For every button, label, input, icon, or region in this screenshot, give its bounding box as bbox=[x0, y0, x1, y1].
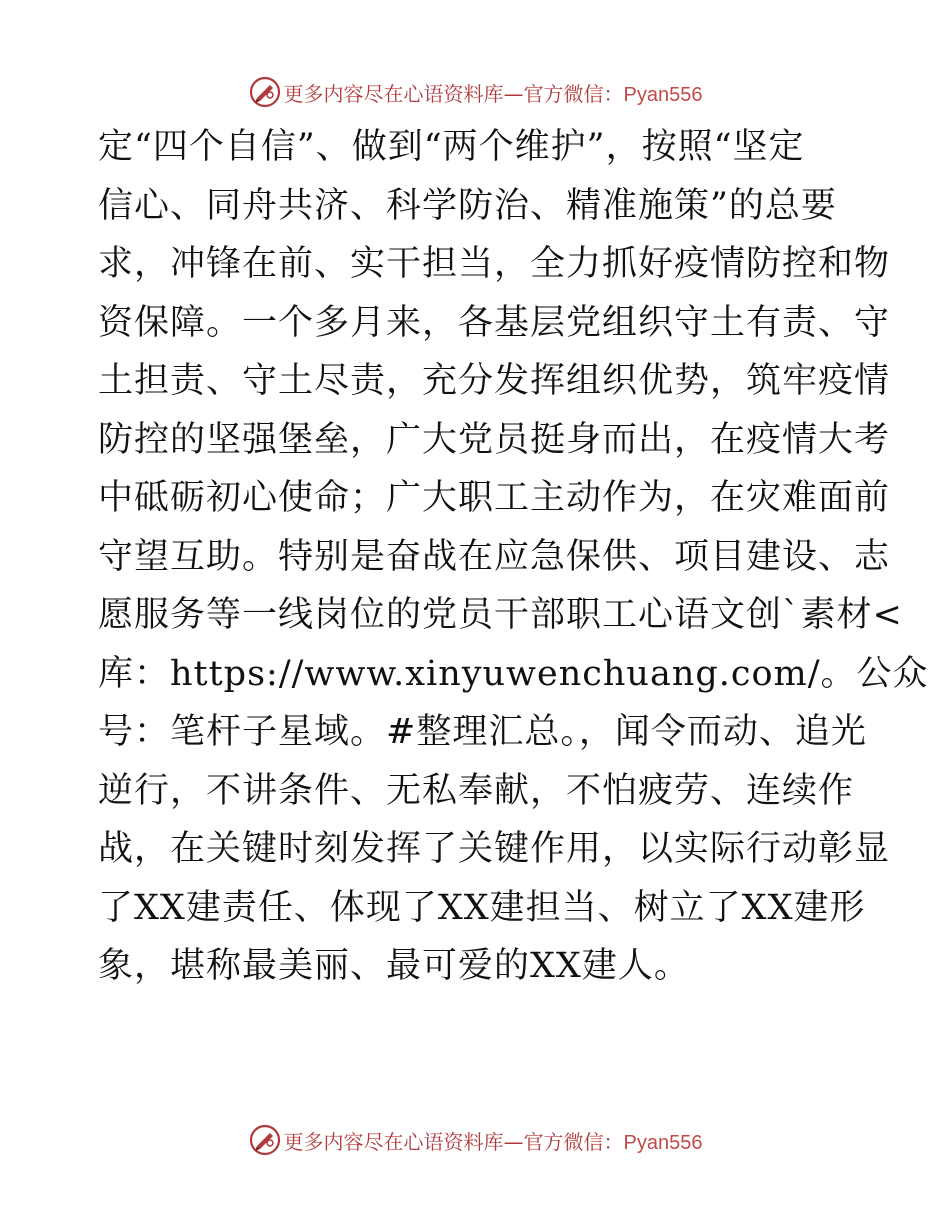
body-line: 象，堪称最美丽、最可爱的XX建人。 bbox=[98, 946, 690, 986]
pen-logo-icon bbox=[248, 75, 282, 109]
header-dash: — bbox=[503, 81, 524, 106]
document-body bbox=[98, 118, 929, 996]
header-banner-text bbox=[284, 78, 703, 107]
body-line: 逆行，不讲条件、无私奉献，不怕疲劳、连续作 bbox=[98, 770, 855, 811]
header-brand: 更多内容尽在心语资料库 bbox=[283, 81, 504, 106]
header-banner bbox=[0, 72, 950, 112]
body-line: 防控的坚强堡垒，广大党员挺身而出，在疫情大考 bbox=[98, 419, 891, 460]
body-line: 信心、同舟共济、科学防治、精准施策”的总要 bbox=[98, 185, 837, 226]
header-contact-id: Pyan556 bbox=[623, 83, 703, 106]
footer-banner-text bbox=[284, 1126, 703, 1155]
footer-contact-prefix: 官方微信： bbox=[523, 1129, 624, 1154]
body-line: 土担责、守土尽责，充分发挥组织优势，筑牢疫情 bbox=[98, 361, 891, 401]
body-line: 愿服务等一线岗位的党员干部职工心语文创`素材< bbox=[98, 595, 903, 635]
body-line: 定“四个自信”、做到“两个维护”，按照“坚定 bbox=[98, 127, 805, 167]
footer-brand: 更多内容尽在心语资料库 bbox=[283, 1129, 504, 1154]
body-line: 库：https://www.xinyuwenchuang.com/。公众 bbox=[98, 653, 929, 694]
body-line: 战，在关键时刻发挥了关键作用，以实际行动彰显 bbox=[98, 829, 891, 869]
pen-logo-icon bbox=[248, 1123, 282, 1157]
body-line: 求，冲锋在前、实干担当，全力抓好疫情防控和物 bbox=[98, 244, 891, 284]
body-line: 了XX建责任、体现了XX建担当、树立了XX建形 bbox=[98, 887, 866, 928]
header-contact-prefix: 官方微信： bbox=[523, 81, 624, 106]
body-line: 号：笔杆子星域。#整理汇总。，闻令而动、追光 bbox=[98, 712, 867, 752]
body-line: 资保障。一个多月来，各基层党组织守土有责、守 bbox=[98, 302, 891, 343]
footer-banner bbox=[0, 1120, 950, 1160]
footer-contact-id: Pyan556 bbox=[623, 1131, 703, 1154]
body-line: 中砥砺初心使命；广大职工主动作为，在灾难面前 bbox=[98, 478, 891, 518]
footer-dash: — bbox=[503, 1129, 524, 1154]
body-line: 守望互助。特别是奋战在应急保供、项目建设、志 bbox=[98, 536, 891, 577]
